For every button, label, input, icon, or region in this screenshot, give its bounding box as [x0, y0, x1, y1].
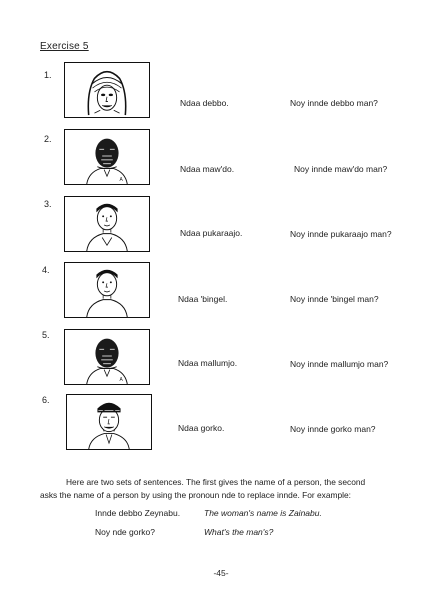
example-english: The woman's name is Zainabu.	[204, 508, 322, 518]
item-number: 5.	[42, 330, 50, 340]
question-text: Noy innde mallumjo man?	[290, 359, 389, 369]
child-face-icon	[65, 263, 149, 317]
picture-child-portrait	[64, 262, 150, 318]
example-fula: Innde debbo Zeynabu.	[95, 508, 181, 518]
picture-teacher-portrait	[64, 329, 150, 385]
question-text: Noy innde pukaraajo man?	[290, 229, 392, 239]
woman-face-icon	[65, 63, 149, 117]
example-english: What's the man's?	[204, 527, 274, 537]
svg-text:A: A	[119, 178, 123, 184]
item-number: 3.	[44, 199, 52, 209]
picture-woman-with-headscarf	[64, 62, 150, 118]
boy-face-icon	[65, 197, 149, 251]
instructions-paragraph	[40, 476, 402, 501]
item-number: 4.	[42, 265, 50, 275]
question-text: Noy innde 'bingel man?	[290, 294, 379, 304]
statement-text: Ndaa maw'do.	[180, 164, 235, 174]
question-text: Noy innde debbo man?	[290, 98, 378, 108]
page-number: -45-	[213, 568, 229, 578]
statement-text: Ndaa 'bingel.	[178, 294, 228, 304]
example-fula: Noy nde gorko?	[95, 527, 156, 537]
instructions-line: Here are two sets of sentences. The first gives the name of a person, the second	[66, 477, 366, 487]
item-number: 6.	[42, 395, 50, 405]
man-face-icon	[67, 395, 151, 449]
picture-man-with-headwrap	[66, 394, 152, 450]
question-text: Noy innde gorko man?	[290, 424, 376, 434]
statement-text: Ndaa debbo.	[180, 98, 229, 108]
picture-boy-portrait	[64, 196, 150, 252]
item-number: 2.	[44, 134, 52, 144]
item-number: 1.	[44, 70, 52, 80]
question-text: Noy innde maw'do man?	[294, 164, 388, 174]
old-man-face-icon	[65, 130, 149, 184]
picture-old-man-portrait	[64, 129, 150, 185]
statement-text: Ndaa gorko.	[178, 423, 225, 433]
svg-text:A: A	[119, 378, 123, 384]
exercise-title: Exercise 5	[40, 41, 89, 52]
instructions-line: asks the name of a person by using the pronoun nde to replace innde. For example:	[40, 489, 351, 500]
statement-text: Ndaa pukaraajo.	[180, 228, 243, 238]
teacher-face-icon	[65, 330, 149, 384]
statement-text: Ndaa mallumjo.	[178, 358, 238, 368]
